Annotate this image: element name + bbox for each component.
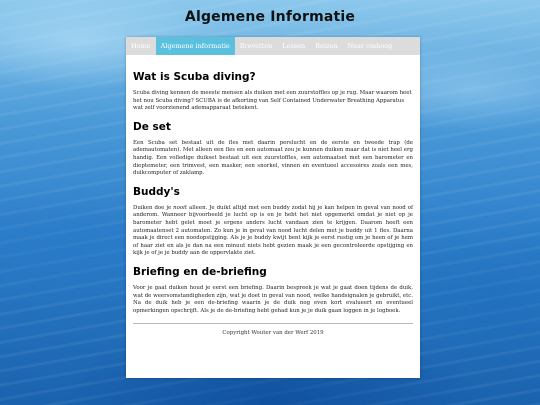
footer-copyright: Copyright Wouter van der Werf 2019 <box>222 330 324 337</box>
section-paragraph: Een Scuba set bestaat uit de fles met daarin perslucht en de eerste en tweede trap (de ademautomaten). Met alleen een fles en een automaat zou je kunnen duiken maar dat is niet heel erg handig. Een volledige duikset bestaat uit een zuurstoffles, een automaatset met een barometer en dieptemeter, een trimvest, een masker, een snorkel, vinnen en eventueel accesoires zoals een mes, duikcomputer of zaklamp. <box>133 139 413 177</box>
content-card <box>126 37 420 378</box>
main-content <box>126 55 420 336</box>
navbar <box>126 37 420 55</box>
section-briefing <box>133 266 413 315</box>
nav-item-reizen[interactable]: Reizen <box>315 42 338 50</box>
footer-divider <box>133 323 413 324</box>
site-title: Algemene Informatie <box>184 9 356 25</box>
nav-item-lessen[interactable]: Lessen <box>282 42 306 50</box>
nav-item-home[interactable]: Home <box>131 42 151 50</box>
emphasis-text: nooit <box>173 204 188 211</box>
nav-item-brevetten[interactable]: Brevetten <box>239 42 273 50</box>
section-paragraph: Voor je gaat duiken houd je eerst een briefing. Daarin bespreek je wat je gaat doen tijdens de duik, wat de weersomstandigheden zijn, wat je doet in geval van nood, welke handsignalen je gebruikt, etc. Na de duik heb je een de-briefing waarin je de duik nog even kort evalueert en eventueel opmerkingen opschrijft. Als je de de-briefing hebt gehad kun je je duik gaan loggen in je logboek. <box>133 284 413 314</box>
paragraph-text: Duiken doe je <box>133 204 174 211</box>
section-scuba-diving <box>133 71 413 113</box>
section-paragraph <box>133 205 413 258</box>
section-heading: Briefing en de-briefing <box>133 265 267 278</box>
section-heading: De set <box>133 120 171 133</box>
nav-item-naar-omhoog[interactable]: Naar omhoog <box>347 42 393 50</box>
section-paragraph: Scuba diving kennen de meeste mensen als duiken met een zuurstoffles op je rug. Maar waarom heet het nou Scuba diving? SCUBA is de afkorting van Self Contained Underwater Breathing Apparatus wat zelf voorzienend ademapparaat betekent. <box>133 90 412 112</box>
paragraph-text: alleen. Je duikt altijd met een buddy zodat hij je kan helpen in geval van nood of anderom. Wanneer bijvoorbeeld je lucht op is en je hebt het niet opgemerkt omdat je niet op je barometer hebt gelet moet je ergens anders lucht vandaan zien te krijgen. Daarom heeft een automaatenset 2 automaten. Zo kun je in geval van nood lucht delen met je buddy uit 1 fles. Daarna maak je direct een noodopstijging. Als je je buddy kwijt bent kijk je eerst rustig om je heen of je hem of haar ziet en als je dan na een minuut niets hebt gezien maak je een gecontroleerde opstijging en kijk je of je je buddy aan de oppervlakte ziet. <box>133 204 413 257</box>
section-heading: Wat is Scuba diving? <box>133 71 256 83</box>
section-heading: Buddy's <box>133 185 180 198</box>
nav-item-algemene-informatie[interactable]: Algemene informatie <box>156 37 235 55</box>
section-buddys <box>133 186 413 258</box>
section-de-set <box>133 121 413 178</box>
